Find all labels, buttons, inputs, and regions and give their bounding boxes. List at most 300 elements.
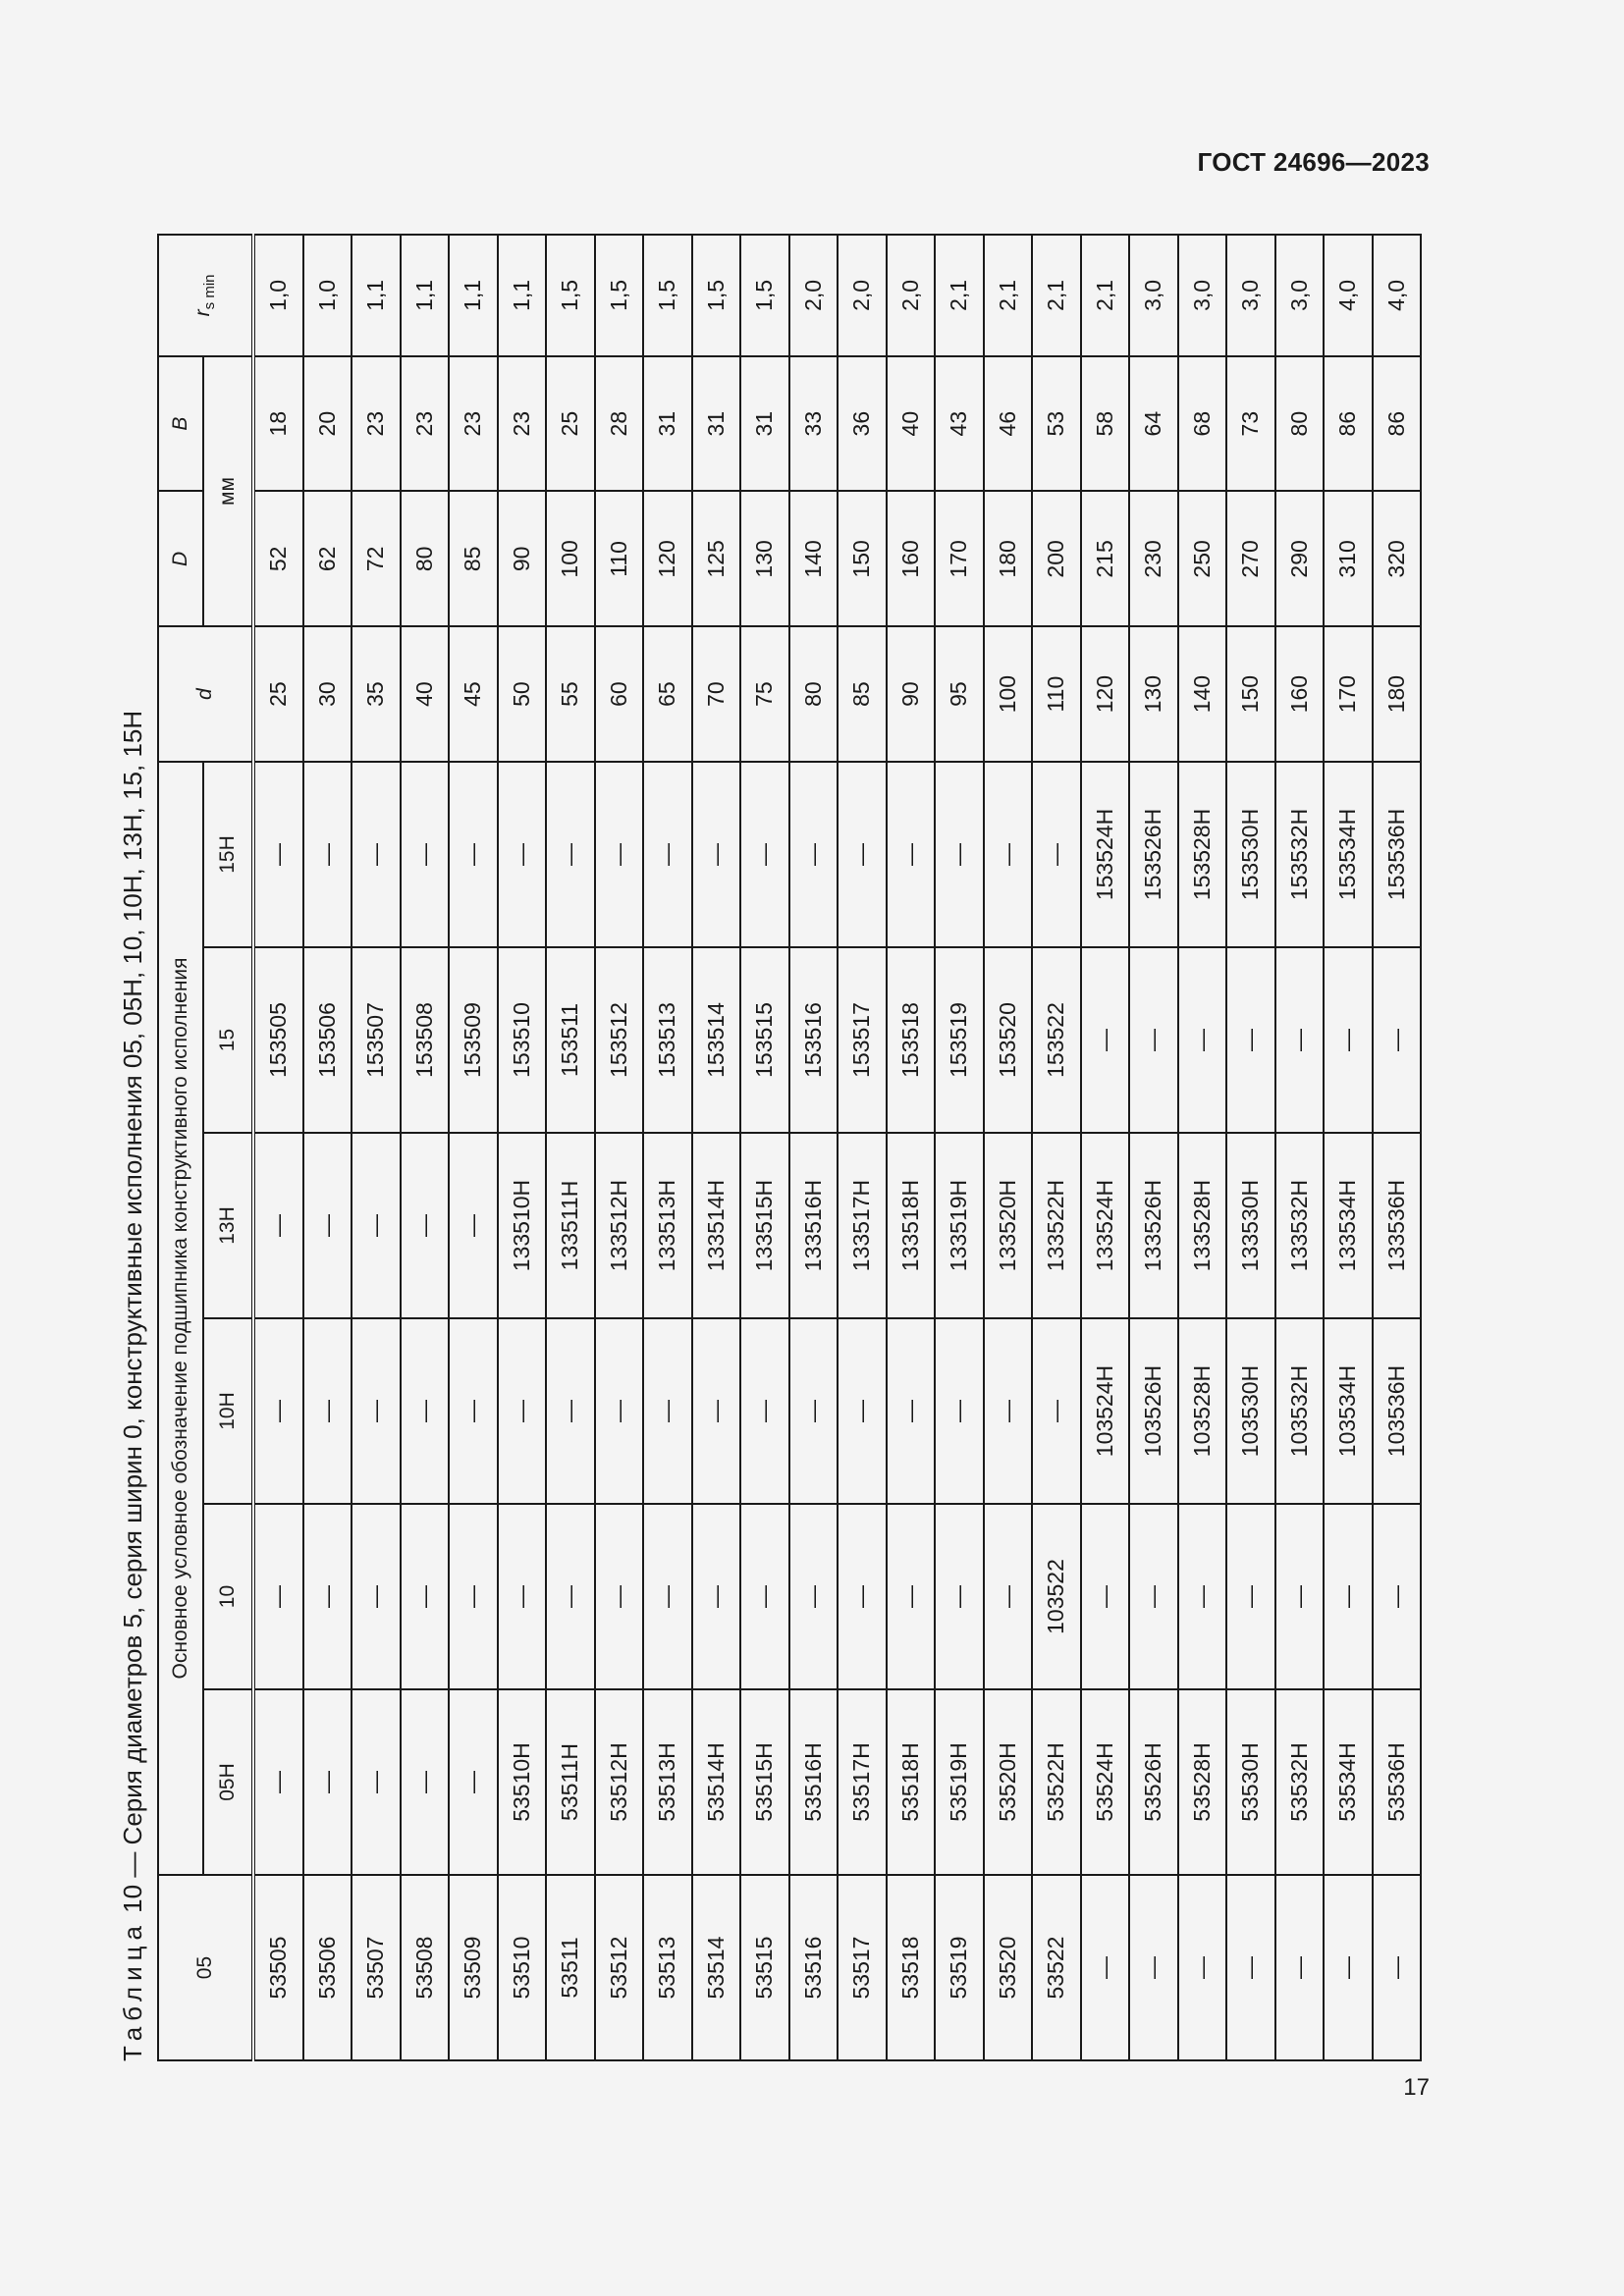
cell-r: 1,5 — [740, 235, 789, 356]
cell-d: 180 — [1373, 626, 1422, 762]
cell-c10h: 103530Н — [1226, 1318, 1275, 1504]
cell-b: 20 — [303, 356, 352, 492]
cell-b: 80 — [1275, 356, 1325, 492]
cell-c05: 53507 — [352, 1875, 401, 2060]
cell-c10: — — [984, 1504, 1033, 1689]
cell-c13h: 133514Н — [692, 1133, 741, 1318]
cell-c10h: — — [984, 1318, 1033, 1504]
table-row — [643, 235, 692, 2060]
cell-r: 1,5 — [643, 235, 692, 356]
cell-c15h: — — [546, 762, 595, 947]
table-row — [692, 235, 741, 2060]
cell-c15h: 153530Н — [1226, 762, 1275, 947]
cell-c15: — — [1275, 947, 1325, 1133]
cell-b: 33 — [789, 356, 839, 492]
cell-c05: 53522 — [1032, 1875, 1081, 2060]
cell-b: 40 — [887, 356, 936, 492]
table-row — [546, 235, 595, 2060]
cell-r: 4,0 — [1373, 235, 1422, 356]
cell-c10: — — [1081, 1504, 1130, 1689]
cell-c05: 53516 — [789, 1875, 839, 2060]
cell-r: 2,1 — [1081, 235, 1130, 356]
table-body — [253, 235, 1421, 2060]
cell-c15: 153507 — [352, 947, 401, 1133]
cell-d: 52 — [253, 492, 303, 627]
cell-c13h: 133520Н — [984, 1133, 1033, 1318]
col-header-D: D — [158, 492, 203, 627]
cell-d: 110 — [595, 492, 644, 627]
cell-d: 290 — [1275, 492, 1325, 627]
cell-c15h: — — [740, 762, 789, 947]
cell-r: 1,1 — [401, 235, 450, 356]
cell-d: 170 — [1324, 626, 1373, 762]
cell-b: 23 — [352, 356, 401, 492]
cell-d: 100 — [984, 626, 1033, 762]
cell-b: 28 — [595, 356, 644, 492]
cell-d: 40 — [401, 626, 450, 762]
cell-b: 86 — [1373, 356, 1422, 492]
cell-d: 45 — [449, 626, 498, 762]
cell-r: 1,0 — [253, 235, 303, 356]
cell-c13h: 133532Н — [1275, 1133, 1325, 1318]
cell-c05h: 53524Н — [1081, 1689, 1130, 1875]
cell-c10h: — — [740, 1318, 789, 1504]
cell-d: 130 — [740, 492, 789, 627]
cell-c05: 53515 — [740, 1875, 789, 2060]
cell-c15: 153513 — [643, 947, 692, 1133]
cell-d: 320 — [1373, 492, 1422, 627]
cell-b: 23 — [449, 356, 498, 492]
cell-c15h: — — [401, 762, 450, 947]
cell-c05h: 53536Н — [1373, 1689, 1422, 1875]
cell-c10h: — — [401, 1318, 450, 1504]
cell-b: 23 — [498, 356, 547, 492]
cell-c10: — — [643, 1504, 692, 1689]
cell-c05: 53510 — [498, 1875, 547, 2060]
cell-d: 130 — [1129, 626, 1178, 762]
cell-c05: 53508 — [401, 1875, 450, 2060]
cell-d: 140 — [1178, 626, 1227, 762]
cell-r: 1,0 — [303, 235, 352, 356]
table-caption-label: Таблица — [118, 1920, 147, 2061]
cell-c10h: 103536Н — [1373, 1318, 1422, 1504]
cell-c05: 53513 — [643, 1875, 692, 2060]
cell-c15h: — — [935, 762, 984, 947]
cell-c10h: — — [253, 1318, 303, 1504]
table-row — [838, 235, 887, 2060]
cell-r: 1,1 — [352, 235, 401, 356]
cell-r: 1,5 — [546, 235, 595, 356]
cell-b: 53 — [1032, 356, 1081, 492]
cell-r: 2,1 — [1032, 235, 1081, 356]
cell-c10: — — [1226, 1504, 1275, 1689]
cell-c10h: 103532Н — [1275, 1318, 1325, 1504]
cell-c10: — — [1129, 1504, 1178, 1689]
cell-c05: — — [1226, 1875, 1275, 2060]
table-row — [935, 235, 984, 2060]
col-header-05: 05 — [158, 1875, 253, 2060]
cell-c15: — — [1226, 947, 1275, 1133]
cell-d: 62 — [303, 492, 352, 627]
cell-d: 140 — [789, 492, 839, 627]
cell-c05h: — — [449, 1689, 498, 1875]
cell-d: 200 — [1032, 492, 1081, 627]
table-row — [595, 235, 644, 2060]
cell-d: 85 — [449, 492, 498, 627]
cell-c10: — — [595, 1504, 644, 1689]
cell-c10h: — — [352, 1318, 401, 1504]
cell-c10: — — [352, 1504, 401, 1689]
cell-d: 150 — [838, 492, 887, 627]
table-row — [1081, 235, 1130, 2060]
cell-b: 73 — [1226, 356, 1275, 492]
cell-c10: — — [498, 1504, 547, 1689]
r-subscript: s min — [201, 274, 219, 310]
cell-c15h: — — [887, 762, 936, 947]
cell-c05h: 53532Н — [1275, 1689, 1325, 1875]
col-header-10H: 10Н — [203, 1318, 253, 1504]
cell-d: 85 — [838, 626, 887, 762]
cell-c15h: 153532Н — [1275, 762, 1325, 947]
cell-c15h: 153536Н — [1373, 762, 1422, 947]
cell-c05h: 53512Н — [595, 1689, 644, 1875]
cell-c10: — — [935, 1504, 984, 1689]
cell-c05: — — [1275, 1875, 1325, 2060]
cell-d: 160 — [887, 492, 936, 627]
cell-c13h: 133518Н — [887, 1133, 936, 1318]
page-number: 17 — [1403, 2074, 1430, 2101]
table-row — [1275, 235, 1325, 2060]
cell-r: 4,0 — [1324, 235, 1373, 356]
cell-c15: 153515 — [740, 947, 789, 1133]
cell-b: 68 — [1178, 356, 1227, 492]
cell-c15: 153511 — [546, 947, 595, 1133]
cell-c05h: 53530Н — [1226, 1689, 1275, 1875]
cell-c15: 153516 — [789, 947, 839, 1133]
cell-r: 3,0 — [1275, 235, 1325, 356]
cell-c15: 153519 — [935, 947, 984, 1133]
col-header-15H: 15Н — [203, 762, 253, 947]
cell-c05: 53518 — [887, 1875, 936, 2060]
col-header-05H: 05Н — [203, 1689, 253, 1875]
cell-c13h: — — [352, 1133, 401, 1318]
cell-c15: 153506 — [303, 947, 352, 1133]
table-row — [984, 235, 1033, 2060]
cell-d: 90 — [498, 492, 547, 627]
cell-b: 58 — [1081, 356, 1130, 492]
cell-d: 120 — [643, 492, 692, 627]
cell-c05: 53506 — [303, 1875, 352, 2060]
cell-d: 215 — [1081, 492, 1130, 627]
cell-c13h: 133513Н — [643, 1133, 692, 1318]
cell-c05: — — [1324, 1875, 1373, 2060]
cell-c15: 153520 — [984, 947, 1033, 1133]
cell-c05h: 53526Н — [1129, 1689, 1178, 1875]
cell-b: 43 — [935, 356, 984, 492]
table-row — [887, 235, 936, 2060]
cell-c15: — — [1081, 947, 1130, 1133]
cell-c13h: 133522Н — [1032, 1133, 1081, 1318]
cell-c13h: 133530Н — [1226, 1133, 1275, 1318]
table-caption — [108, 234, 157, 2061]
col-header-13H: 13Н — [203, 1133, 253, 1318]
cell-c05: — — [1178, 1875, 1227, 2060]
cell-r: 1,5 — [595, 235, 644, 356]
cell-c10h: 103524Н — [1081, 1318, 1130, 1504]
cell-d: 75 — [740, 626, 789, 762]
cell-d: 125 — [692, 492, 741, 627]
cell-c05: 53505 — [253, 1875, 303, 2060]
col-header-10: 10 — [203, 1504, 253, 1689]
cell-c15h: — — [449, 762, 498, 947]
cell-c05h: — — [352, 1689, 401, 1875]
table-row — [253, 235, 303, 2060]
cell-d: 110 — [1032, 626, 1081, 762]
cell-c13h: 133536Н — [1373, 1133, 1422, 1318]
cell-c13h: 133516Н — [789, 1133, 839, 1318]
cell-c05h: 53510Н — [498, 1689, 547, 1875]
cell-d: 120 — [1081, 626, 1130, 762]
cell-c10h: 103528Н — [1178, 1318, 1227, 1504]
cell-c05: 53517 — [838, 1875, 887, 2060]
cell-c13h: 133510Н — [498, 1133, 547, 1318]
cell-c10h: — — [449, 1318, 498, 1504]
cell-b: 46 — [984, 356, 1033, 492]
table-row — [303, 235, 352, 2060]
cell-c05: 53512 — [595, 1875, 644, 2060]
cell-c05h: 53515Н — [740, 1689, 789, 1875]
cell-c05h: — — [253, 1689, 303, 1875]
cell-c15h: — — [789, 762, 839, 947]
cell-c15h: 153524Н — [1081, 762, 1130, 947]
cell-c15: 153509 — [449, 947, 498, 1133]
cell-c13h: — — [303, 1133, 352, 1318]
cell-c05h: — — [401, 1689, 450, 1875]
table-row — [1226, 235, 1275, 2060]
cell-c05h: 53528Н — [1178, 1689, 1227, 1875]
cell-c05: 53514 — [692, 1875, 741, 2060]
table-row — [1032, 235, 1081, 2060]
cell-c15h: 153528Н — [1178, 762, 1227, 947]
cell-d: 80 — [401, 492, 450, 627]
cell-c13h: 133519Н — [935, 1133, 984, 1318]
col-header-B: B — [158, 356, 203, 492]
cell-c05h: 53534Н — [1324, 1689, 1373, 1875]
cell-c10h: — — [1032, 1318, 1081, 1504]
cell-c15: — — [1178, 947, 1227, 1133]
col-header-r: $r_{s min}$ — [158, 235, 253, 356]
cell-c10: — — [838, 1504, 887, 1689]
cell-c13h: — — [449, 1133, 498, 1318]
cell-c15h: 153534Н — [1324, 762, 1373, 947]
cell-c15: 153508 — [401, 947, 450, 1133]
cell-b: 64 — [1129, 356, 1178, 492]
cell-d: 100 — [546, 492, 595, 627]
cell-c10h: — — [935, 1318, 984, 1504]
cell-c05: — — [1129, 1875, 1178, 2060]
cell-c10: — — [253, 1504, 303, 1689]
table-row — [1373, 235, 1422, 2060]
cell-c15h: 153526Н — [1129, 762, 1178, 947]
cell-c10: — — [692, 1504, 741, 1689]
cell-c15: — — [1373, 947, 1422, 1133]
cell-d: 30 — [303, 626, 352, 762]
cell-c15: 153514 — [692, 947, 741, 1133]
cell-c05h: 53511Н — [546, 1689, 595, 1875]
cell-c10h: 103534Н — [1324, 1318, 1373, 1504]
cell-c05: 53519 — [935, 1875, 984, 2060]
table-row — [449, 235, 498, 2060]
cell-d: 80 — [789, 626, 839, 762]
table-row — [1324, 235, 1373, 2060]
cell-d: 35 — [352, 626, 401, 762]
cell-c10: — — [789, 1504, 839, 1689]
table-row — [1129, 235, 1178, 2060]
cell-c05: — — [1373, 1875, 1422, 2060]
cell-b: 31 — [740, 356, 789, 492]
cell-c05h: 53520Н — [984, 1689, 1033, 1875]
cell-r: 2,0 — [838, 235, 887, 356]
cell-r: 1,1 — [449, 235, 498, 356]
cell-d: 310 — [1324, 492, 1373, 627]
cell-c10: — — [449, 1504, 498, 1689]
cell-b: 18 — [253, 356, 303, 492]
cell-d: 50 — [498, 626, 547, 762]
cell-c15h: — — [253, 762, 303, 947]
table-row — [740, 235, 789, 2060]
cell-c10: — — [401, 1504, 450, 1689]
cell-c05: — — [1081, 1875, 1130, 2060]
cell-r: 2,0 — [789, 235, 839, 356]
cell-c10h: — — [498, 1318, 547, 1504]
cell-r: 3,0 — [1178, 235, 1227, 356]
cell-c05h: 53519Н — [935, 1689, 984, 1875]
cell-r: 2,0 — [887, 235, 936, 356]
cell-d: 95 — [935, 626, 984, 762]
cell-r: 2,1 — [935, 235, 984, 356]
cell-c15h: — — [303, 762, 352, 947]
rotated-table-frame — [108, 234, 1421, 2061]
group-header: Основное условное обозначение подшипника конструктивного исполнения — [158, 762, 203, 1875]
cell-d: 55 — [546, 626, 595, 762]
table-row — [1178, 235, 1227, 2060]
cell-d: 270 — [1226, 492, 1275, 627]
cell-d: 150 — [1226, 626, 1275, 762]
cell-c10h: — — [303, 1318, 352, 1504]
cell-c05h: 53517Н — [838, 1689, 887, 1875]
document-code: ГОСТ 24696—2023 — [1197, 147, 1430, 177]
cell-c15: — — [1324, 947, 1373, 1133]
cell-b: 31 — [643, 356, 692, 492]
cell-c13h: 133512Н — [595, 1133, 644, 1318]
cell-c10h: 103526Н — [1129, 1318, 1178, 1504]
cell-c15: — — [1129, 947, 1178, 1133]
cell-b: 36 — [838, 356, 887, 492]
cell-c15h: — — [984, 762, 1033, 947]
cell-d: 25 — [253, 626, 303, 762]
cell-c10h: — — [789, 1318, 839, 1504]
cell-d: 90 — [887, 626, 936, 762]
cell-d: 180 — [984, 492, 1033, 627]
cell-d: 160 — [1275, 626, 1325, 762]
cell-c15h: — — [643, 762, 692, 947]
cell-c10: — — [887, 1504, 936, 1689]
cell-c13h: 133524Н — [1081, 1133, 1130, 1318]
cell-c13h: — — [253, 1133, 303, 1318]
cell-d: 230 — [1129, 492, 1178, 627]
cell-c13h: — — [401, 1133, 450, 1318]
cell-d: 72 — [352, 492, 401, 627]
cell-c05h: — — [303, 1689, 352, 1875]
unit-header: мм — [203, 356, 253, 626]
header-row-1 — [158, 235, 203, 2060]
cell-c15h: — — [595, 762, 644, 947]
cell-c15: 153510 — [498, 947, 547, 1133]
cell-b: 31 — [692, 356, 741, 492]
table-row — [789, 235, 839, 2060]
cell-r: 1,1 — [498, 235, 547, 356]
cell-d: 65 — [643, 626, 692, 762]
cell-r: 2,1 — [984, 235, 1033, 356]
cell-r: 3,0 — [1129, 235, 1178, 356]
cell-c13h: 133526Н — [1129, 1133, 1178, 1318]
cell-b: 86 — [1324, 356, 1373, 492]
col-header-15: 15 — [203, 947, 253, 1133]
cell-c10h: — — [643, 1318, 692, 1504]
cell-c05: 53511 — [546, 1875, 595, 2060]
cell-c13h: 133511Н — [546, 1133, 595, 1318]
cell-c15: 153512 — [595, 947, 644, 1133]
cell-c15h: — — [838, 762, 887, 947]
table-row — [498, 235, 547, 2060]
cell-c05: 53520 — [984, 1875, 1033, 2060]
cell-c05h: 53513Н — [643, 1689, 692, 1875]
cell-c10: — — [1178, 1504, 1227, 1689]
table-row — [352, 235, 401, 2060]
cell-c15h: — — [692, 762, 741, 947]
cell-c15: 153522 — [1032, 947, 1081, 1133]
table-row — [401, 235, 450, 2060]
cell-c15: 153517 — [838, 947, 887, 1133]
cell-c05h: 53518Н — [887, 1689, 936, 1875]
cell-c10h: — — [838, 1318, 887, 1504]
cell-c10h: — — [546, 1318, 595, 1504]
cell-c05h: 53522Н — [1032, 1689, 1081, 1875]
cell-c10: 103522 — [1032, 1504, 1081, 1689]
cell-c10h: — — [692, 1318, 741, 1504]
cell-c13h: 133515Н — [740, 1133, 789, 1318]
cell-c10: — — [1275, 1504, 1325, 1689]
cell-c13h: 133534Н — [1324, 1133, 1373, 1318]
cell-c10: — — [1373, 1504, 1422, 1689]
cell-c05: 53509 — [449, 1875, 498, 2060]
cell-r: 1,5 — [692, 235, 741, 356]
cell-c10h: — — [595, 1318, 644, 1504]
cell-c10h: — — [887, 1318, 936, 1504]
cell-c15: 153505 — [253, 947, 303, 1133]
cell-d: 250 — [1178, 492, 1227, 627]
col-header-d: d — [158, 626, 253, 762]
table-caption-text: 10 — Серия диаметров 5, серия ширин 0, конструктивные исполнения 05, 05Н, 10, 10Н, 13Н, 15, 15Н — [118, 710, 147, 1921]
cell-d: 170 — [935, 492, 984, 627]
cell-c10: — — [303, 1504, 352, 1689]
header-row-2 — [203, 235, 253, 2060]
cell-c10: — — [1324, 1504, 1373, 1689]
cell-c13h: 133517Н — [838, 1133, 887, 1318]
cell-c05h: 53516Н — [789, 1689, 839, 1875]
cell-d: 70 — [692, 626, 741, 762]
cell-b: 25 — [546, 356, 595, 492]
